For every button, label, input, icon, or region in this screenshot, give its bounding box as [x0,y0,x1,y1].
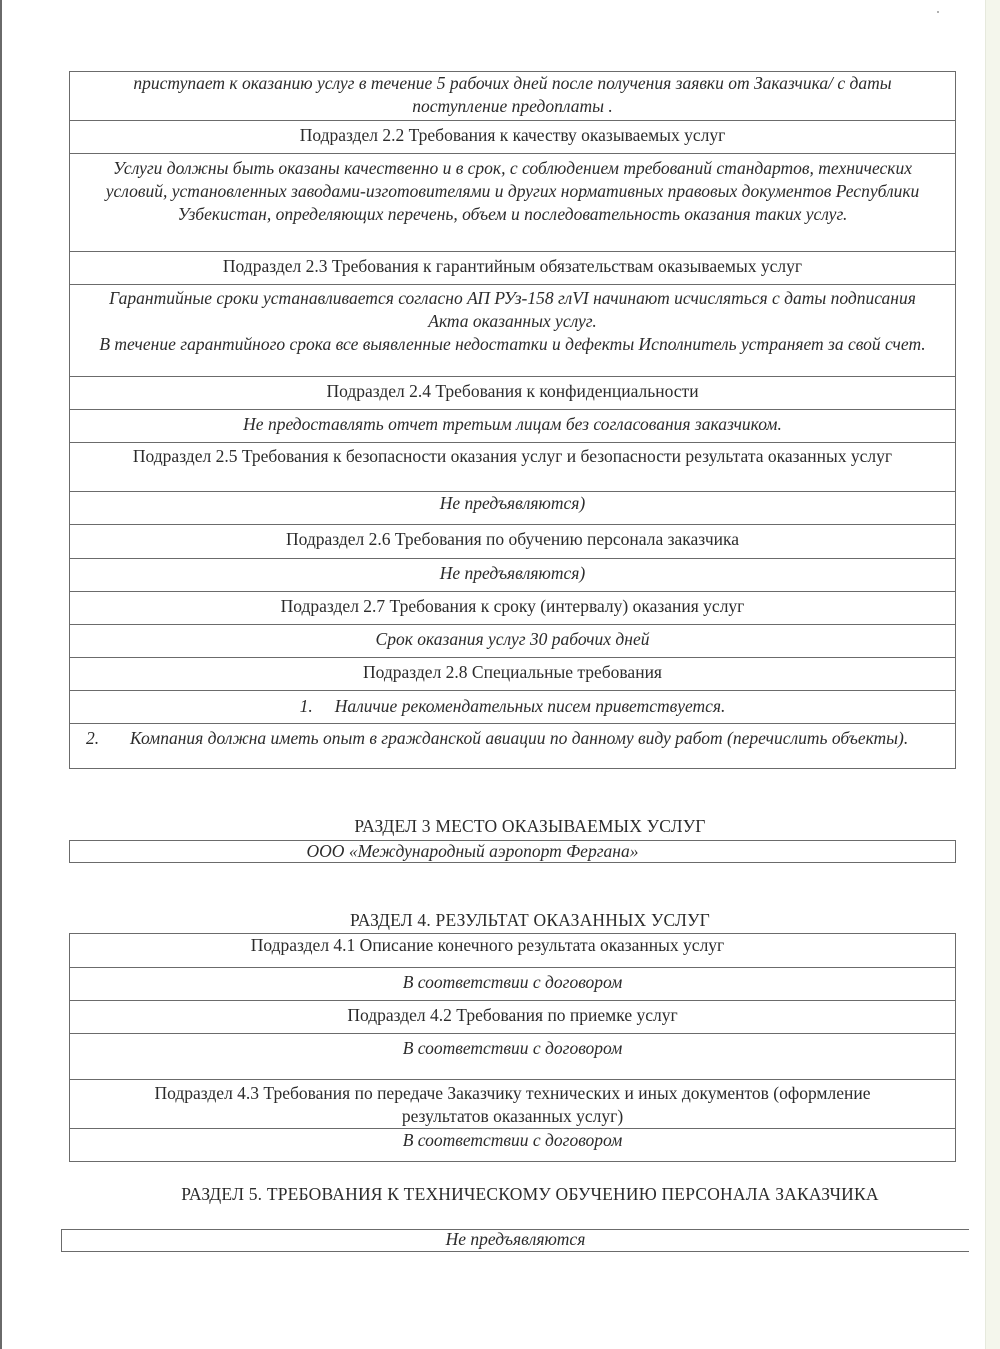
section2-table [69,71,956,769]
subsection-2-4-heading: Подраздел 2.4 Требования к конфиденциальности [70,377,956,410]
section3-table [69,840,956,863]
table-row [70,841,956,863]
subsection-2-3-heading: Подраздел 2.3 Требования к гарантийным обязательствам оказываемых услуг [70,252,956,285]
section5-table [61,1229,969,1252]
section4-table [69,933,956,1162]
acceptance-text: В соответствии с договором [70,1034,956,1080]
special-requirement-2: 2. Компания должна иметь опыт в гражданской авиации по данному виду работ (перечислить объекты). [70,724,956,769]
page-left-edge [0,0,2,1349]
table-row [70,252,956,285]
table-row [62,1230,970,1252]
confidentiality-text: Не предоставлять отчет третьим лицам без согласования заказчиком. [70,410,956,443]
table-row [70,625,956,658]
table-row [70,1080,956,1129]
table-row [70,1001,956,1034]
table-row [70,934,956,968]
section5-title: РАЗДЕЛ 5. ТРЕБОВАНИЯ К ТЕХНИЧЕСКОМУ ОБУЧЕНИЮ ПЕРСОНАЛА ЗАКАЗЧИКА [181,1184,879,1204]
table-row [70,1129,956,1162]
quality-requirements-text: Услуги должны быть оказаны качественно и в срок, с соблюдением требований стандартов, технических условий, установленных заводами-изготовителями и других нормативных правовых документов Республики Узбекистан, определяющих перечень, объем и последовательность оказания таких услуг. [70,154,956,252]
section4-title: РАЗДЕЛ 4. РЕЗУЛЬТАТ ОКАЗАННЫХ УСЛУГ [350,910,710,930]
table-row [70,724,956,769]
table-row [70,121,956,154]
table-row [70,691,956,724]
table-row [70,154,956,252]
table-row [70,525,956,559]
service-location: ООО «Международный аэропорт Фергана» [70,841,956,863]
table-row [70,72,956,121]
warranty-text [70,285,956,377]
list-number: 1. [299,696,313,716]
warranty-text-line2: В течение гарантийного срока все выявленные недостатки и дефекты Исполнитель устраняет за свой счет. [99,334,926,354]
scan-speck [937,11,939,13]
table-row [70,285,956,377]
table-row [70,410,956,443]
subsection-4-1-heading: Подраздел 4.1 Описание конечного результата оказанных услуг [70,934,956,968]
subsection-4-3-heading: Подраздел 4.3 Требования по передаче Заказчику технических и иных документов (оформление результатов оказанных услуг) [70,1080,956,1129]
final-result-text: В соответствии с договором [70,968,956,1001]
table-row [70,968,956,1001]
warranty-text-line1: Гарантийные сроки устанавливается согласно АП РУз-158 глVI начинают исчисляться с даты подписания Акта оказанных услуг. [109,288,916,331]
training-requirements-text: Не предъявляются) [70,559,956,592]
special-requirement-1 [70,691,956,724]
list-item-text: Наличие рекомендательных писем приветствуется. [334,696,726,716]
table-row [70,492,956,525]
table-row [70,1034,956,1080]
safety-requirements-text: Не предъявляются) [70,492,956,525]
training-requirements-value: Не предъявляются [62,1230,970,1252]
list-item-text: Компания должна иметь опыт в гражданской авиации по данному виду работ (перечислить объекты). [130,728,909,748]
section3-title: РАЗДЕЛ 3 МЕСТО ОКАЗЫВАЕМЫХ УСЛУГ [354,816,706,836]
subsection-2-5-heading: Подраздел 2.5 Требования к безопасности оказания услуг и безопасности результата оказанных услуг [70,443,956,492]
subsection-4-2-heading: Подраздел 4.2 Требования по приемке услуг [70,1001,956,1034]
table-row [70,559,956,592]
service-term-text: Срок оказания услуг 30 рабочих дней [70,625,956,658]
documents-transfer-text: В соответствии с договором [70,1129,956,1162]
subsection-2-7-heading: Подраздел 2.7 Требования к сроку (интервалу) оказания услуг [70,592,956,625]
table-row [70,658,956,691]
table-row [70,592,956,625]
table-row [70,377,956,410]
service-start-text: приступает к оказанию услуг в течение 5 рабочих дней после получения заявки от Заказчика/ с даты поступление предоплаты . [70,72,956,121]
page-right-margin [985,0,1000,1349]
subsection-2-2-heading: Подраздел 2.2 Требования к качеству оказываемых услуг [70,121,956,154]
table-row [70,443,956,492]
subsection-2-8-heading: Подраздел 2.8 Специальные требования [70,658,956,691]
subsection-2-6-heading: Подраздел 2.6 Требования по обучению персонала заказчика [70,525,956,559]
